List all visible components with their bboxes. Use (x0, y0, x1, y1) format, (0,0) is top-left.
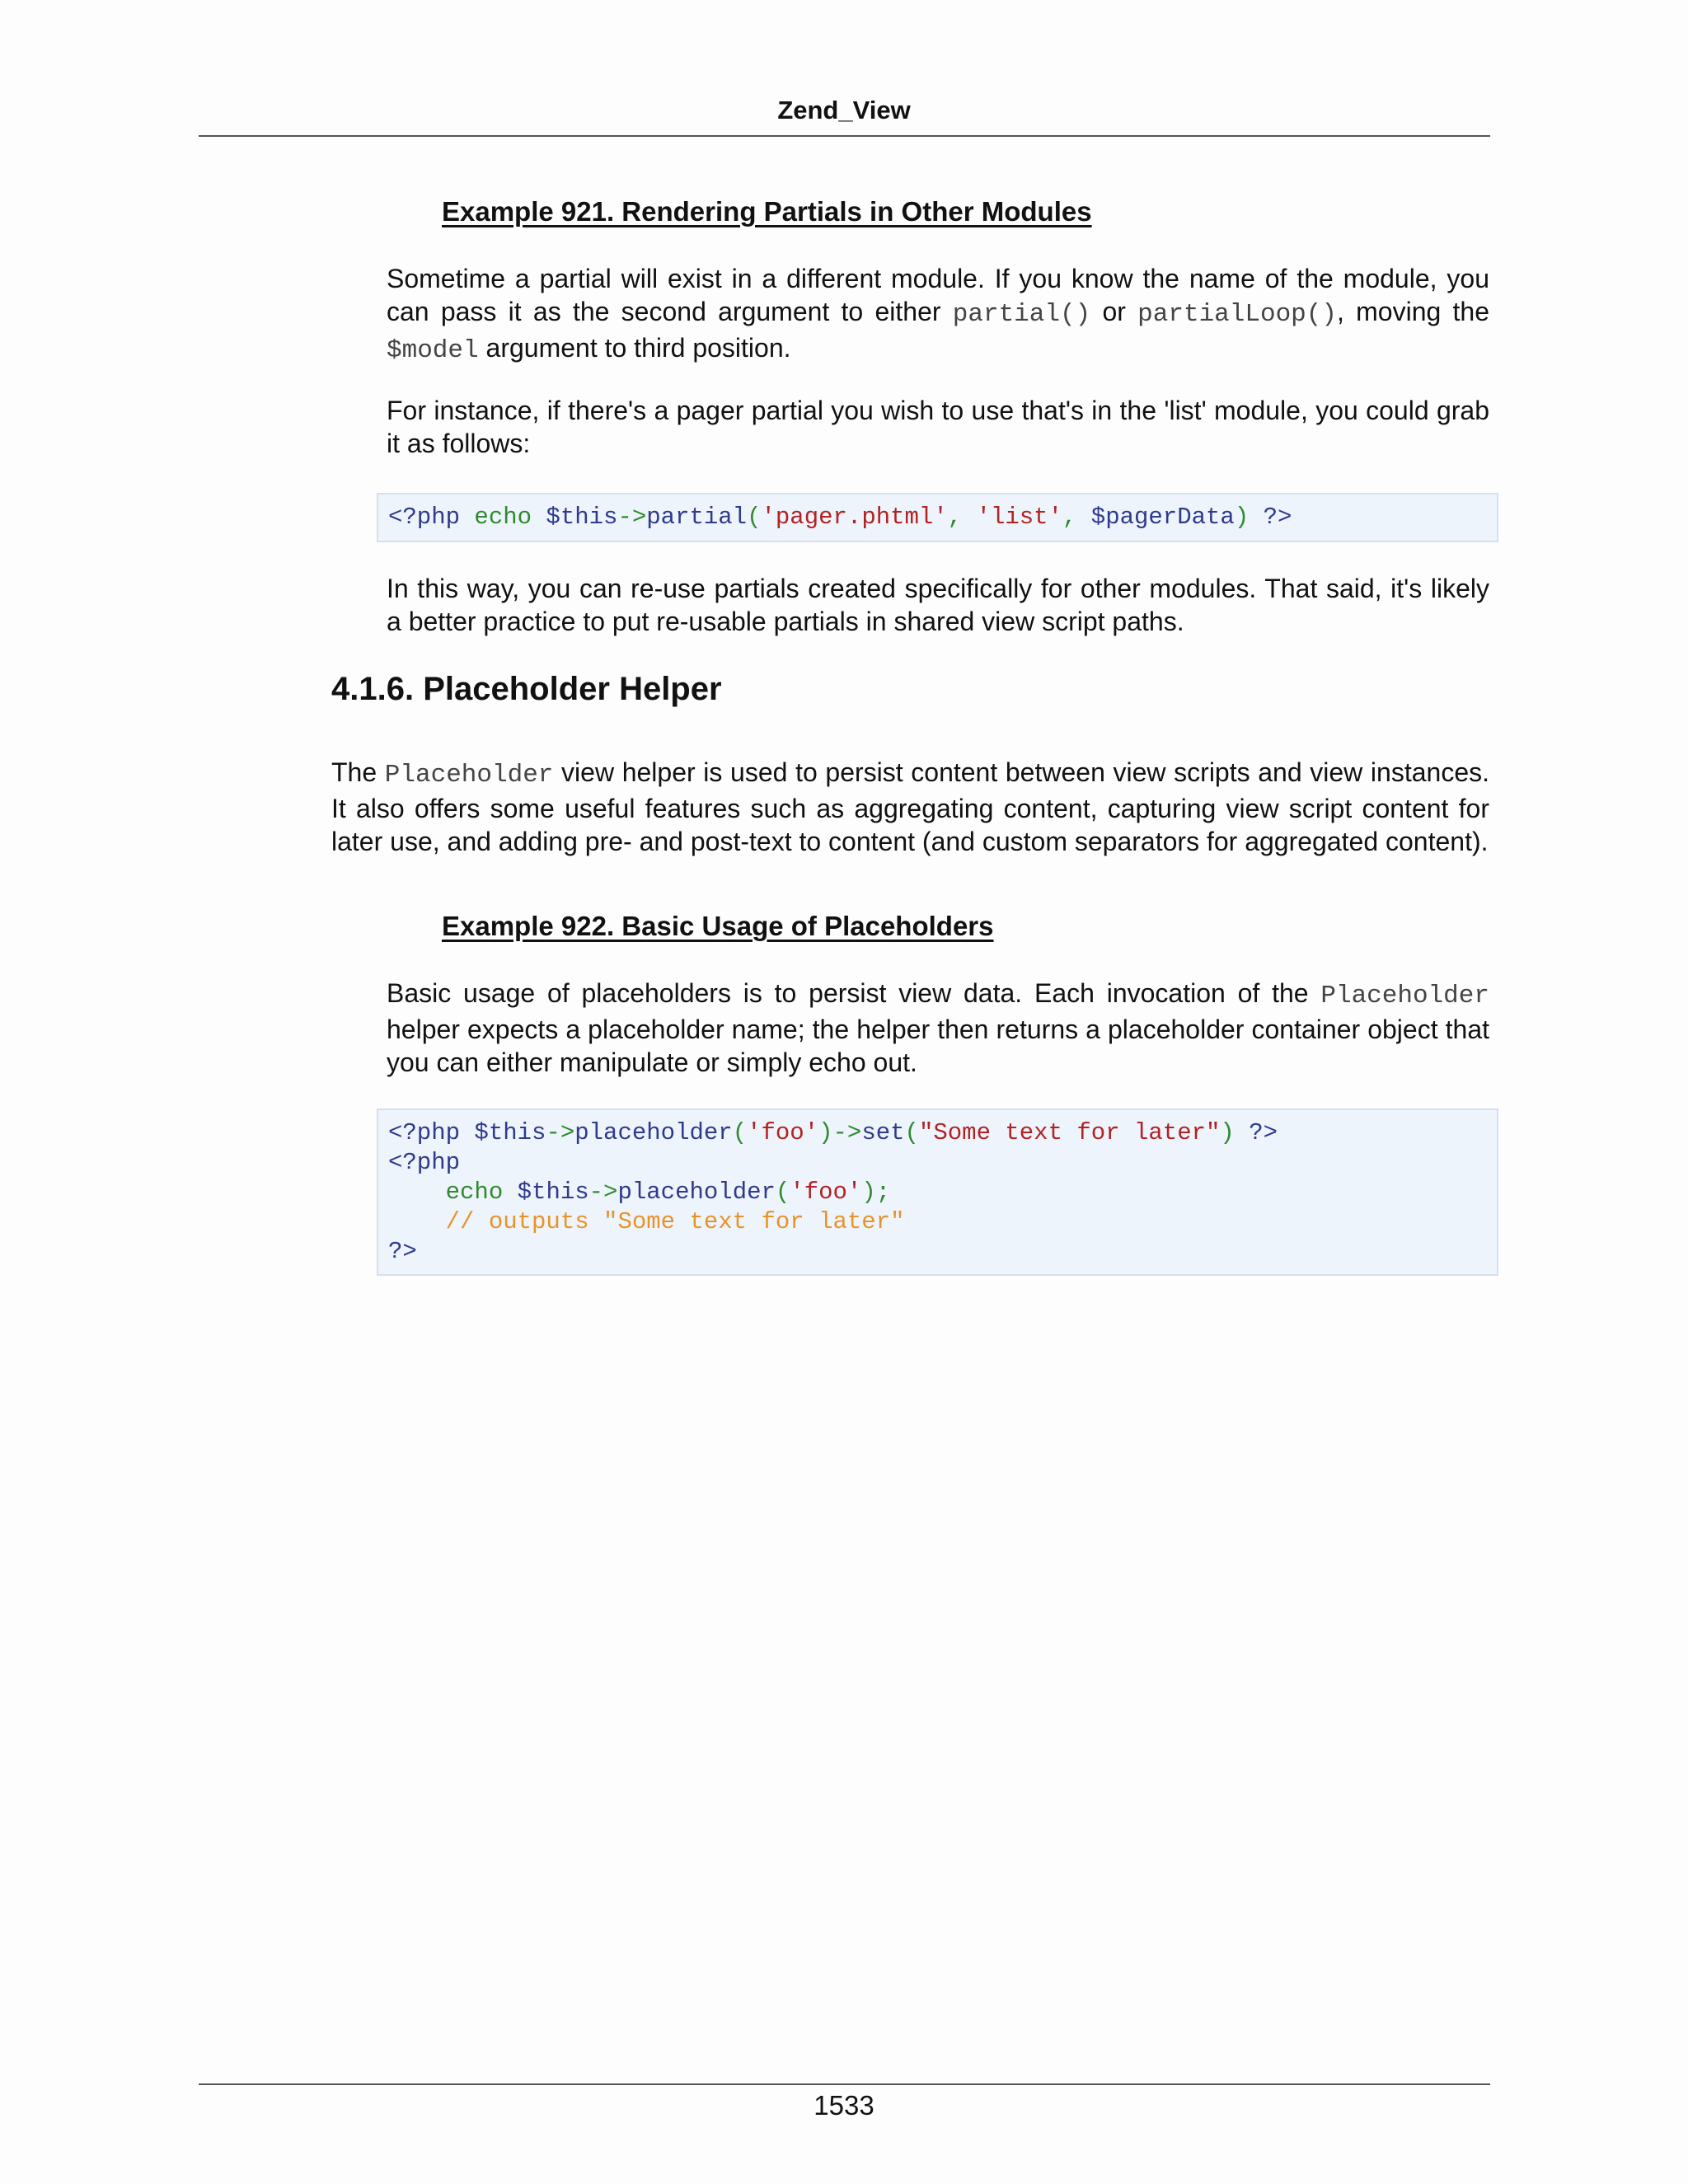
code-token: placeholder (574, 1119, 733, 1146)
p1-text-d: argument to third position. (478, 333, 791, 363)
code-token: , (947, 504, 977, 531)
section-heading: 4.1.6. Placeholder Helper (331, 671, 722, 707)
code-token: $this (532, 504, 618, 531)
page-number: 1533 (814, 2090, 874, 2121)
code-token: echo (460, 504, 532, 531)
paragraph-reuse-partials: In this way, you can re-use partials created specifically for other modules. That said, it's likely a better practice to put re-usable partials in shared view script paths. (387, 574, 1489, 636)
example-922-title: Example 922. Basic Usage of Placeholders (442, 911, 994, 941)
code-token: -> (617, 504, 647, 531)
code-token: echo (388, 1179, 504, 1206)
paragraph-partial-modules (387, 262, 1489, 368)
code-comment: // outputs "Some text for later" (388, 1208, 905, 1235)
code-token: $pagerData (1090, 504, 1235, 531)
code-token: 'list' (976, 504, 1062, 531)
code-token: 'foo' (790, 1179, 862, 1206)
inline-code-placeholder: Placeholder (1320, 982, 1489, 1010)
p1-text-b: or (1090, 297, 1138, 326)
code-token: <?php $this (388, 1119, 546, 1146)
p5-text-a: Basic usage of placeholders is to persist view data. Each invocation of the (387, 978, 1321, 1008)
inline-code-model: $model (387, 336, 479, 365)
code-token: partial (646, 504, 748, 531)
code-token: ( (747, 504, 762, 531)
code-token: <?php (388, 1149, 461, 1176)
code-token: ?> (1249, 504, 1292, 531)
code-token: <?php (388, 504, 461, 531)
example-921-title: Example 921. Rendering Partials in Other Modules (442, 196, 1092, 227)
code-token: ?> (388, 1238, 417, 1265)
code-token: "Some text for later" (918, 1119, 1221, 1146)
inline-code-placeholder: Placeholder (384, 761, 554, 790)
p4-text-a: The (331, 757, 385, 787)
code-token: -> (546, 1119, 575, 1146)
p4-text-b: view helper is used to persist content between view scripts and view instances. It also offers some useful features such as aggregating content, capturing view script content for later use, and adding pre- and post-text to content (and custom separators for aggregated content). (331, 757, 1490, 856)
footer-rule (199, 2083, 1490, 2085)
inline-code-partialloop: partialLoop() (1137, 300, 1337, 329)
code-token: $this (503, 1179, 589, 1206)
paragraph-pager-partial: For instance, if there's a pager partial you wish to use that's in the 'list' module, you could grab it as follows: (387, 396, 1489, 458)
code-token: -> (588, 1179, 618, 1206)
code-token: ) (1234, 504, 1250, 531)
code-token: ( (775, 1179, 790, 1206)
code-token: )-> (818, 1119, 862, 1146)
code-token: set (861, 1119, 905, 1146)
running-header: Zend_View (777, 96, 911, 124)
code-token: 'foo' (747, 1119, 819, 1146)
code-block-partial (377, 493, 1498, 542)
p1-text-a: Sometime a partial will exist in a different module. If you know the name of the module, you can pass it as the second argument to either (387, 264, 1489, 326)
code-token: ( (904, 1119, 919, 1146)
inline-code-partial: partial() (952, 300, 1091, 329)
p1-text-c: , moving the (1337, 297, 1490, 326)
paragraph-placeholder-intro (331, 756, 1489, 858)
code-token: ?> (1234, 1119, 1278, 1146)
code-token: , (1062, 504, 1091, 531)
code-token: ); (861, 1179, 891, 1206)
code-token: ) (1220, 1119, 1235, 1146)
header-rule (199, 135, 1490, 137)
code-block-placeholder (377, 1108, 1498, 1276)
code-token: ( (732, 1119, 748, 1146)
p5-text-b: helper expects a placeholder name; the helper then returns a placeholder container object that you can either manipulate or simply echo out. (387, 1015, 1489, 1077)
code-token: 'pager.phtml' (761, 504, 948, 531)
paragraph-placeholder-usage (387, 977, 1489, 1079)
code-token: placeholder (617, 1179, 776, 1206)
